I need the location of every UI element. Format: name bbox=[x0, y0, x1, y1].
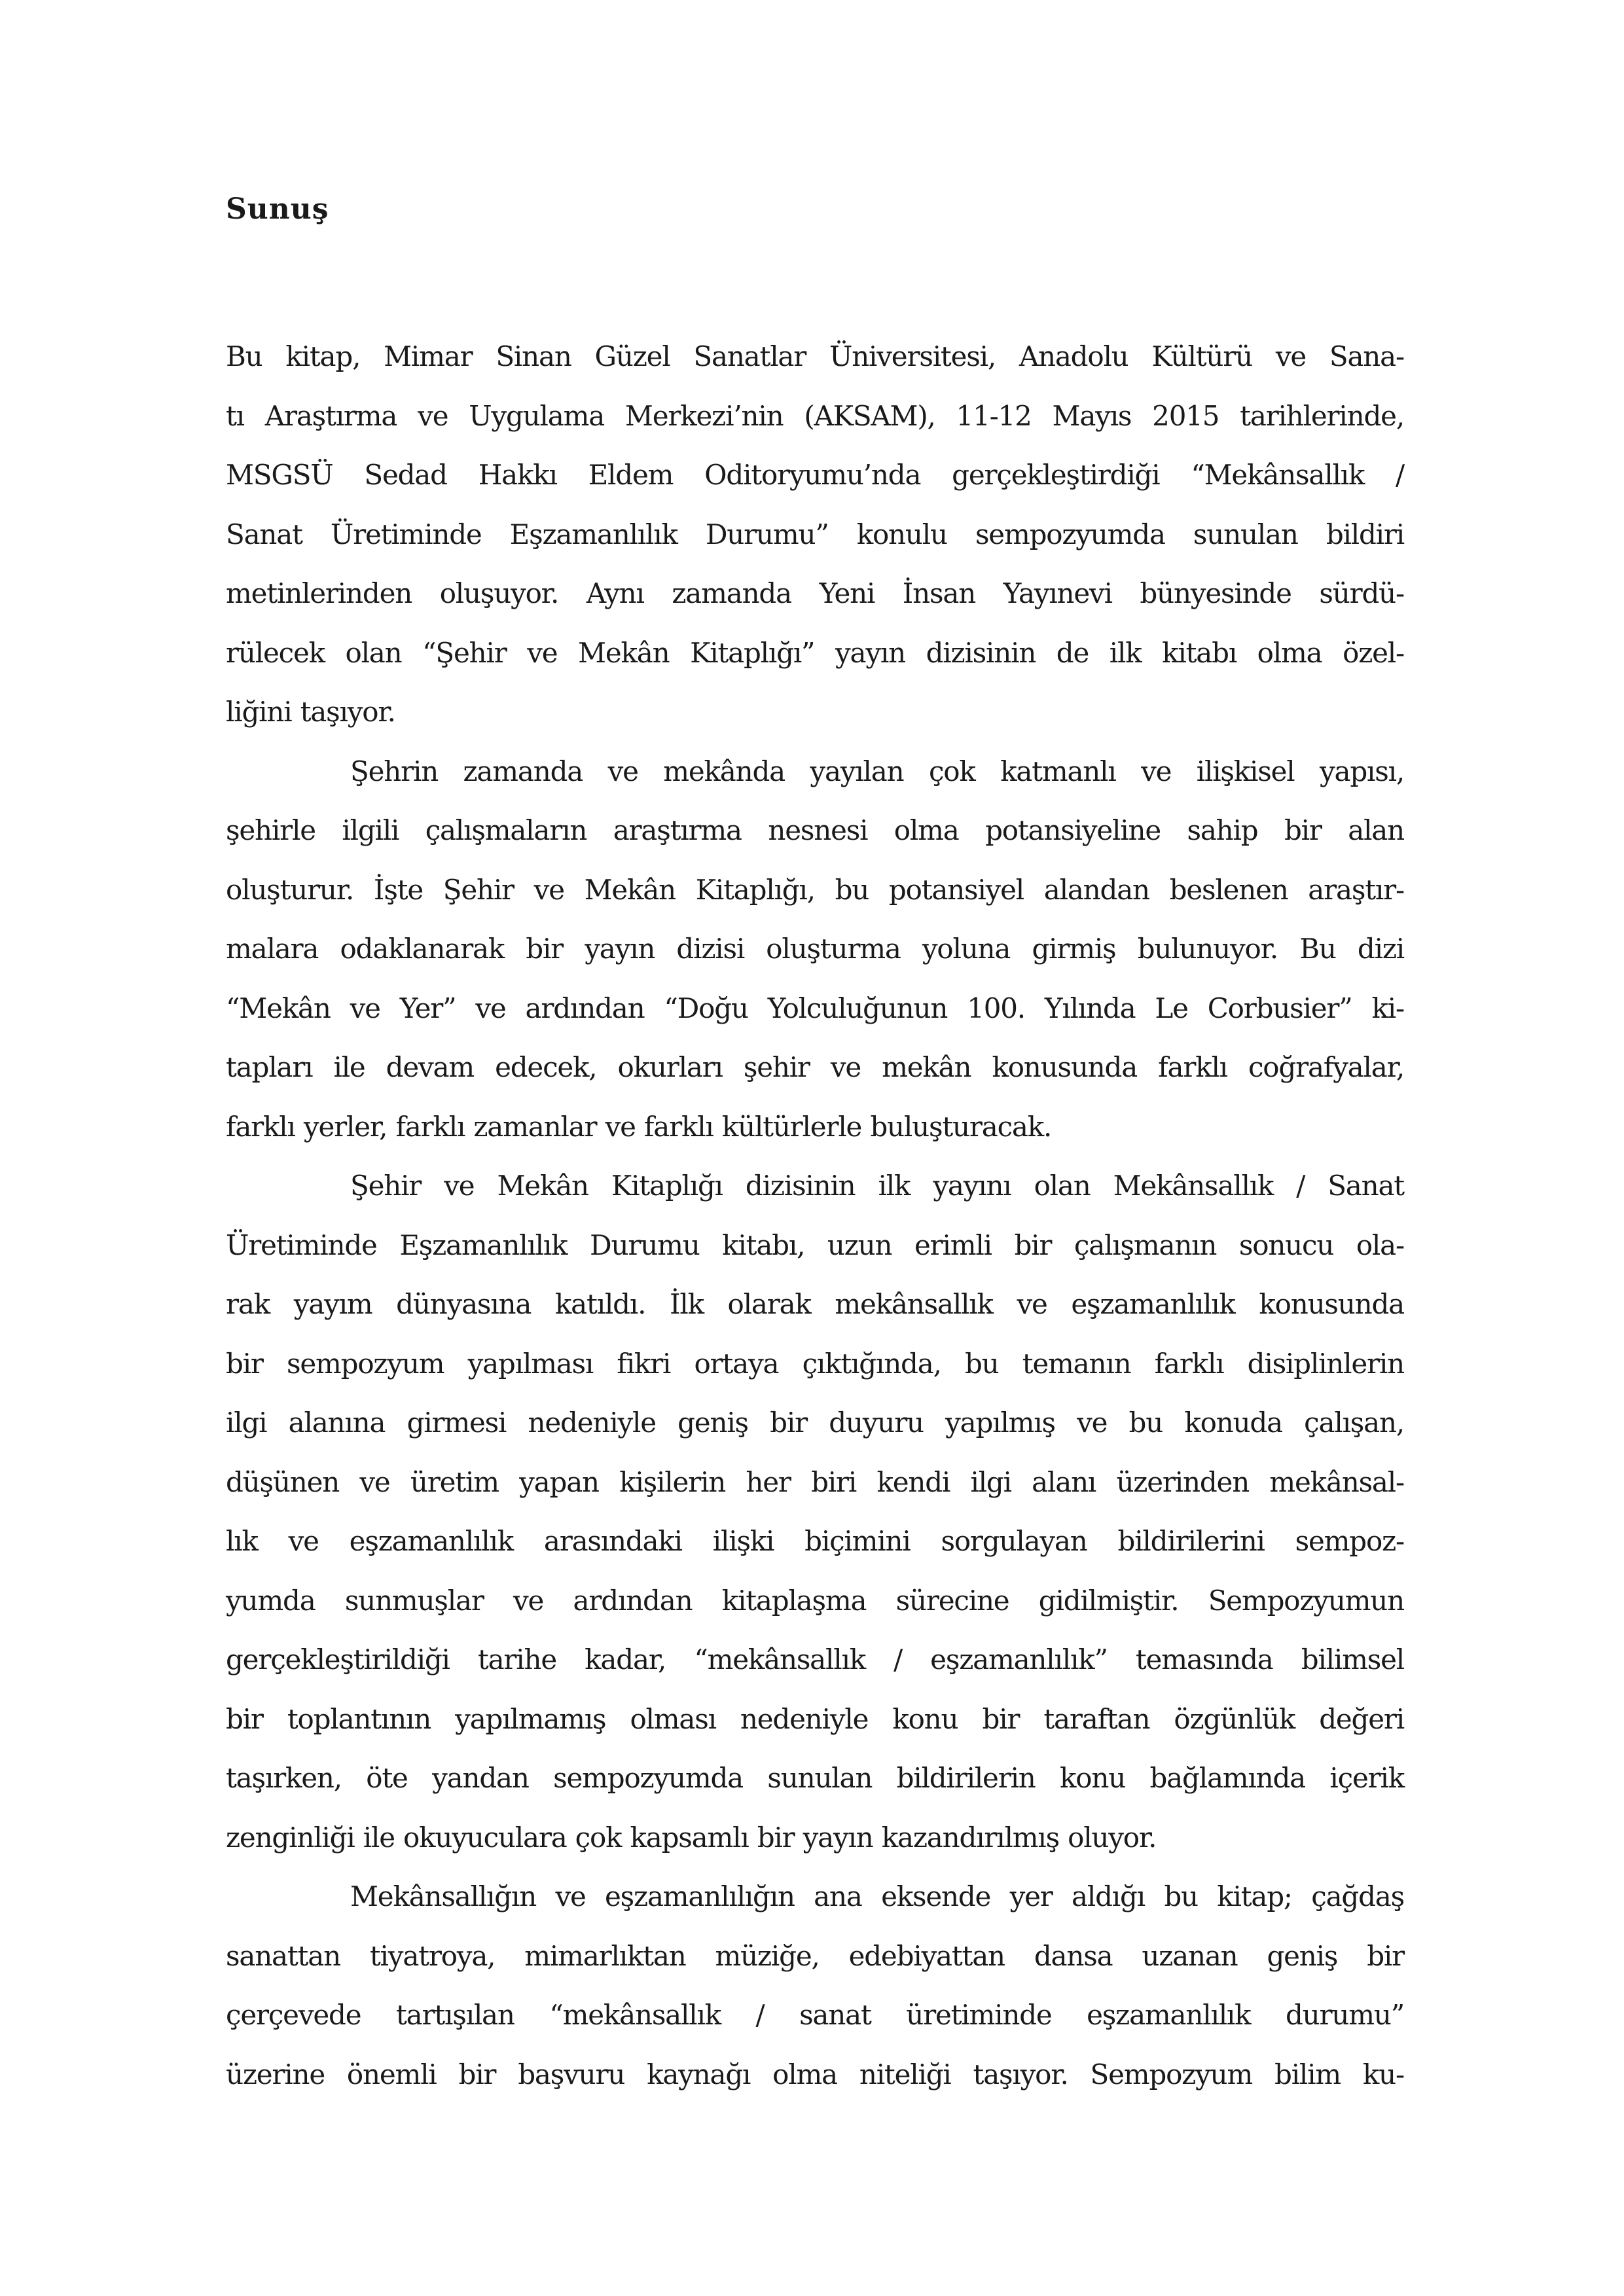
text-line: rülecek olan “Şehir ve Mekân Kitaplığı” yayın dizisinin de ilk kitabı olma özel- bbox=[226, 636, 1404, 669]
text-line: düşünen ve üretim yapan kişilerin her biri kendi ilgi alanı üzerinden mekânsal- bbox=[226, 1465, 1404, 1498]
paragraph bbox=[226, 742, 1404, 1157]
text-line: liğini taşıyor. bbox=[226, 696, 395, 728]
text-line: malara odaklanarak bir yayın dizisi oluşturma yoluna girmiş bulunuyor. Bu dizi bbox=[226, 933, 1404, 965]
paragraph bbox=[226, 327, 1404, 742]
body-text bbox=[226, 327, 1404, 2104]
text-line: rak yayım dünyasına katıldı. İlk olarak mekânsallık ve eşzamanlılık konusunda bbox=[226, 1288, 1404, 1320]
text-line: bir sempozyum yapılması fikri ortaya çıktığında, bu temanın farklı disiplinlerin bbox=[226, 1347, 1404, 1380]
text-line: farklı yerler, farklı zamanlar ve farklı kültürlerle buluşturacak. bbox=[226, 1110, 1052, 1143]
text-line: oluşturur. İşte Şehir ve Mekân Kitaplığı, bu potansiyel alandan beslenen araştır- bbox=[226, 873, 1404, 906]
text-line: şehirle ilgili çalışmaların araştırma nesnesi olma potansiyeline sahip bir alan bbox=[226, 814, 1404, 846]
text-line: Şehir ve Mekân Kitaplığı dizisinin ilk yayını olan Mekânsallık / Sanat bbox=[350, 1170, 1404, 1202]
paragraph bbox=[226, 1157, 1404, 1867]
text-line: yumda sunmuşlar ve ardından kitaplaşma sürecine gidilmiştir. Sempozyumun bbox=[226, 1584, 1404, 1617]
text-line: tı Araştırma ve Uygulama Merkezi’nin (AKSAM), 11-12 Mayıs 2015 tarihlerinde, bbox=[226, 399, 1404, 432]
text-line: metinlerinden oluşuyor. Aynı zamanda Yeni İnsan Yayınevi bünyesinde sürdü- bbox=[226, 577, 1404, 609]
text-line: çerçevede tartışılan “mekânsallık / sanat üretiminde eşzamanlılık durumu” bbox=[226, 1999, 1404, 2031]
text-line: üzerine önemli bir başvuru kaynağı olma niteliği taşıyor. Sempozyum bilim ku- bbox=[226, 2058, 1404, 2090]
text-line: Şehrin zamanda ve mekânda yayılan çok katmanlı ve ilişkisel yapısı, bbox=[350, 755, 1404, 787]
text-line: ilgi alanına girmesi nedeniyle geniş bir duyuru yapılmış ve bu konuda çalışan, bbox=[226, 1407, 1404, 1439]
text-line: lık ve eşzamanlılık arasındaki ilişki biçimini sorgulayan bildirilerini sempoz- bbox=[226, 1525, 1404, 1557]
text-line: Üretiminde Eşzamanlılık Durumu kitabı, uzun erimli bir çalışmanın sonucu ola- bbox=[226, 1229, 1404, 1261]
text-line: sanattan tiyatroya, mimarlıktan müziğe, edebiyattan dansa uzanan geniş bir bbox=[226, 1939, 1404, 1972]
text-line: bir toplantının yapılmamış olması nedeniyle konu bir taraftan özgünlük değeri bbox=[226, 1702, 1404, 1735]
text-line: gerçekleştirildiği tarihe kadar, “mekânsallık / eşzamanlılık” temasında bilimsel bbox=[226, 1643, 1404, 1676]
text-line: Sanat Üretiminde Eşzamanlılık Durumu” konulu sempozyumda sunulan bildiri bbox=[226, 518, 1404, 550]
text-line: zenginliği ile okuyuculara çok kapsamlı bir yayın kazandırılmış oluyor. bbox=[226, 1821, 1157, 1854]
paragraph bbox=[226, 1867, 1404, 2104]
text-line: Mekânsallığın ve eşzamanlılığın ana eksende yer aldığı bu kitap; çağdaş bbox=[350, 1880, 1404, 1912]
text-line: taşırken, öte yandan sempozyumda sunulan bildirilerin konu bağlamında içerik bbox=[226, 1762, 1404, 1794]
section-title: Sunuş bbox=[226, 192, 329, 226]
text-line: tapları ile devam edecek, okurları şehir ve mekân konusunda farklı coğrafyalar, bbox=[226, 1051, 1404, 1083]
text-line: “Mekân ve Yer” ve ardından “Doğu Yolculuğunun 100. Yılında Le Corbusier” ki- bbox=[226, 992, 1404, 1024]
text-line: MSGSÜ Sedad Hakkı Eldem Oditoryumu’nda gerçekleştirdiği “Mekânsallık / bbox=[226, 459, 1404, 491]
text-line: Bu kitap, Mimar Sinan Güzel Sanatlar Üniversitesi, Anadolu Kültürü ve Sana- bbox=[226, 340, 1404, 372]
document-page bbox=[226, 190, 1404, 2104]
